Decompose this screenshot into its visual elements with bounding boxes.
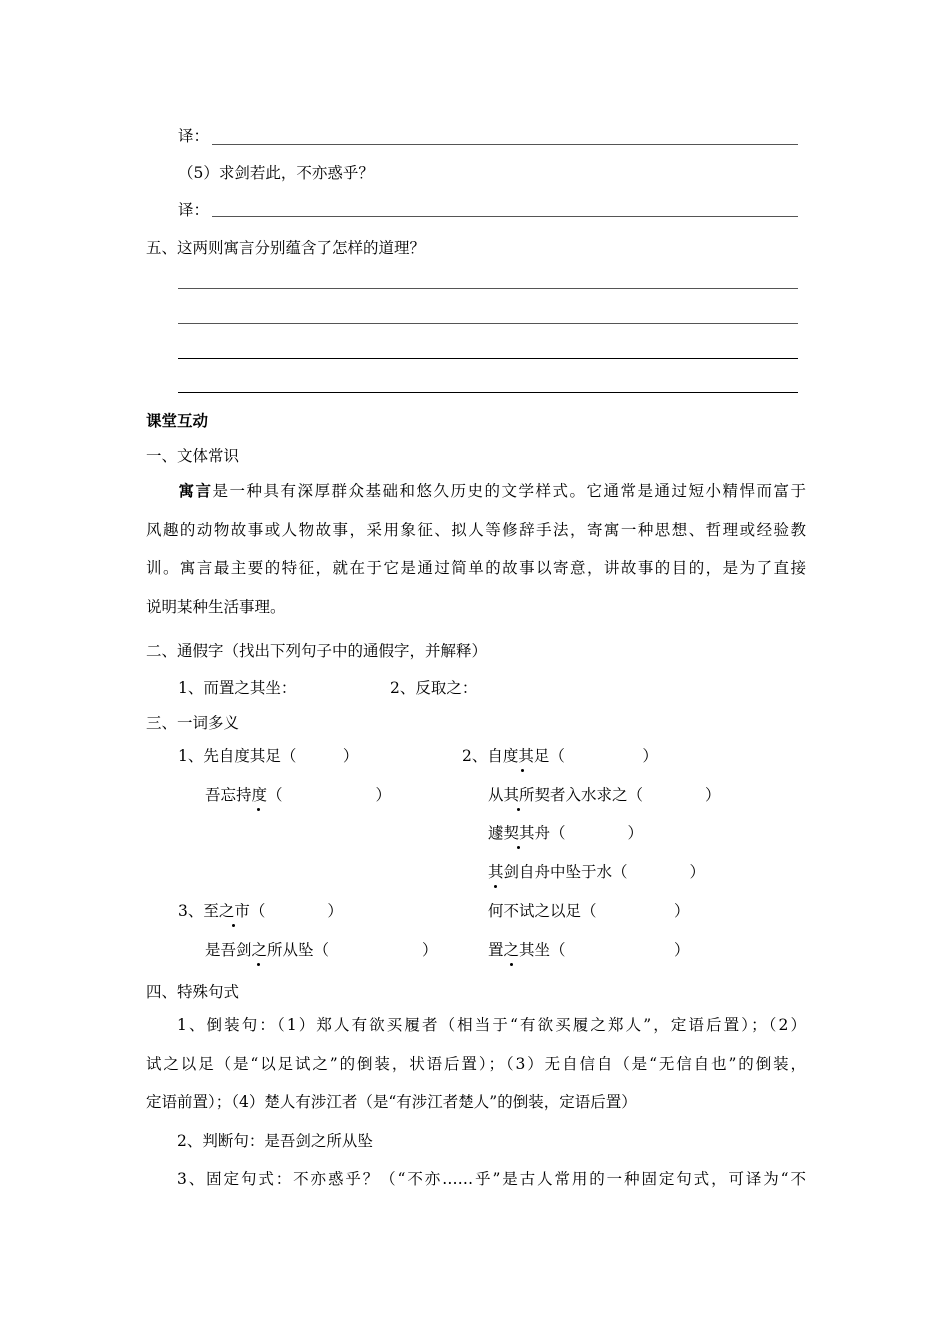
- special-sentences: 1、倒装句：（1）郑人有欲买履者（相当于“有欲买履之郑人”，定语后置）；（2） 试之以足（是“以足试之”的倒装，状语后置）；（3）无自信自（是“无信自也”的倒装， 定语前置）；（4）楚人有涉江者（是“有涉江者楚人”的倒装，定语后置） 2、判断句：是吾剑之所从坠 3、固定句式：不亦惑乎？（“不亦……乎”是古人常用的一种固定句式，可译为“不: [146, 1016, 806, 1189]
- classroom-heading: 课堂互动: [146, 411, 209, 430]
- section-2-title: 二、通假字（找出下列句子中的通假字，并解释）: [146, 642, 488, 660]
- term-yuyan: 寓言: [177, 481, 213, 500]
- emphasis-dot: [510, 963, 513, 966]
- translate-label: 译：: [178, 127, 210, 145]
- polysemy-item: 置之其坐（ ）: [488, 941, 690, 959]
- section-5-title: 五、这两则寓言分别蕴含了怎样的道理？: [146, 239, 426, 257]
- answer-line: [178, 392, 798, 393]
- answer-line: [212, 216, 798, 217]
- emphasis-dot: [517, 808, 520, 811]
- polysemy-item: 遽契其舟（ ）: [488, 824, 644, 842]
- translate-label: 译：: [178, 201, 210, 219]
- answer-line: [178, 358, 798, 359]
- section-4-title: 四、特殊句式: [146, 983, 240, 1001]
- polysemy-item: 其剑自舟中坠于水（ ）: [488, 863, 706, 881]
- polysemy-item: 2、自度其足（ ）: [462, 747, 658, 765]
- polysemy-item: 3、至之市（ ）: [178, 902, 343, 920]
- polysemy-item: 从其所契者入水求之（ ）: [488, 786, 721, 804]
- tongjia-item-1: 1、而置之其坐：: [178, 679, 297, 697]
- polysemy-item: 是吾剑之所从坠（ ）: [205, 941, 438, 959]
- section-1-title: 一、文体常识: [146, 447, 240, 465]
- question-5: （5）求剑若此，不亦惑乎？: [178, 164, 374, 182]
- emphasis-dot: [521, 769, 524, 772]
- emphasis-dot: [257, 808, 260, 811]
- polysemy-item: 1、先自度其足（ ）: [178, 747, 359, 765]
- emphasis-dot: [232, 924, 235, 927]
- tongjia-item-2: 2、反取之：: [390, 679, 478, 697]
- emphasis-dot: [494, 885, 497, 888]
- emphasis-dot: [517, 846, 520, 849]
- answer-line: [212, 144, 798, 145]
- emphasis-dot: [257, 963, 260, 966]
- polysemy-item: 何不试之以足（ ）: [488, 902, 690, 920]
- answer-line: [178, 323, 798, 324]
- answer-line: [178, 288, 798, 289]
- polysemy-item: 吾忘持度（ ）: [205, 786, 392, 804]
- genre-paragraph: 寓言是一种具有深厚群众基础和悠久历史的文学样式。它通常是通过短小精悍而富于 风趣的动物故事或人物故事，采用象征、拟人等修辞手法，寄寓一种思想、哲理或经验教 训。寓言最主要的特征，就在于它是通过简单的故事以寄意，讲故事的目的，是为了直接 说明某种生活事理。: [146, 481, 806, 616]
- section-3-title: 三、一词多义: [146, 714, 240, 732]
